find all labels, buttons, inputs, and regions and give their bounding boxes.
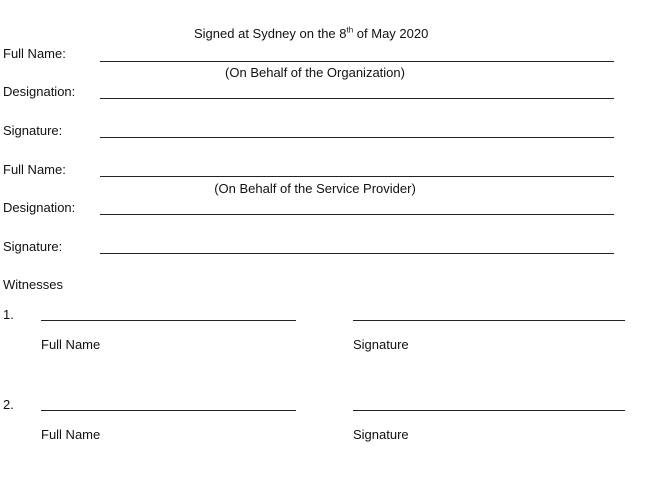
witness-1-signature-caption: Signature: [353, 337, 409, 352]
ordinal-suffix: th: [346, 25, 354, 35]
signing-statement-text: Signed at Sydney on the 8: [194, 26, 347, 41]
org-full-name-line[interactable]: [100, 61, 614, 62]
provider-signature-line[interactable]: [100, 253, 614, 254]
provider-party-note: (On Behalf of the Service Provider): [214, 181, 416, 196]
witness-2-signature-line[interactable]: [353, 410, 625, 411]
org-designation-label: Designation:: [3, 84, 76, 99]
witness-1-full-name-line[interactable]: [41, 320, 296, 321]
witness-2-full-name-line[interactable]: [41, 410, 296, 411]
provider-designation-label: Designation:: [3, 200, 76, 215]
org-signature-line[interactable]: [100, 137, 614, 138]
org-full-name-label: Full Name:: [3, 46, 66, 61]
provider-full-name-line[interactable]: [100, 176, 614, 177]
witnesses-heading: Witnesses: [3, 277, 63, 292]
org-designation-line[interactable]: [100, 98, 614, 99]
witness-2-number: 2.: [3, 397, 14, 412]
org-signature-label: Signature:: [3, 123, 63, 138]
provider-designation-line[interactable]: [100, 214, 614, 215]
signing-statement: [194, 26, 428, 41]
org-party-note: (On Behalf of the Organization): [225, 65, 405, 80]
witness-1-full-name-caption: Full Name: [41, 337, 101, 352]
signing-statement-date: of May 2020: [353, 26, 429, 41]
witness-1-signature-line[interactable]: [353, 320, 625, 321]
provider-signature-label: Signature:: [3, 239, 63, 254]
witness-2-full-name-caption: Full Name: [41, 427, 101, 442]
witness-1-number: 1.: [3, 307, 14, 322]
provider-full-name-label: Full Name:: [3, 162, 66, 177]
witness-2-signature-caption: Signature: [353, 427, 409, 442]
